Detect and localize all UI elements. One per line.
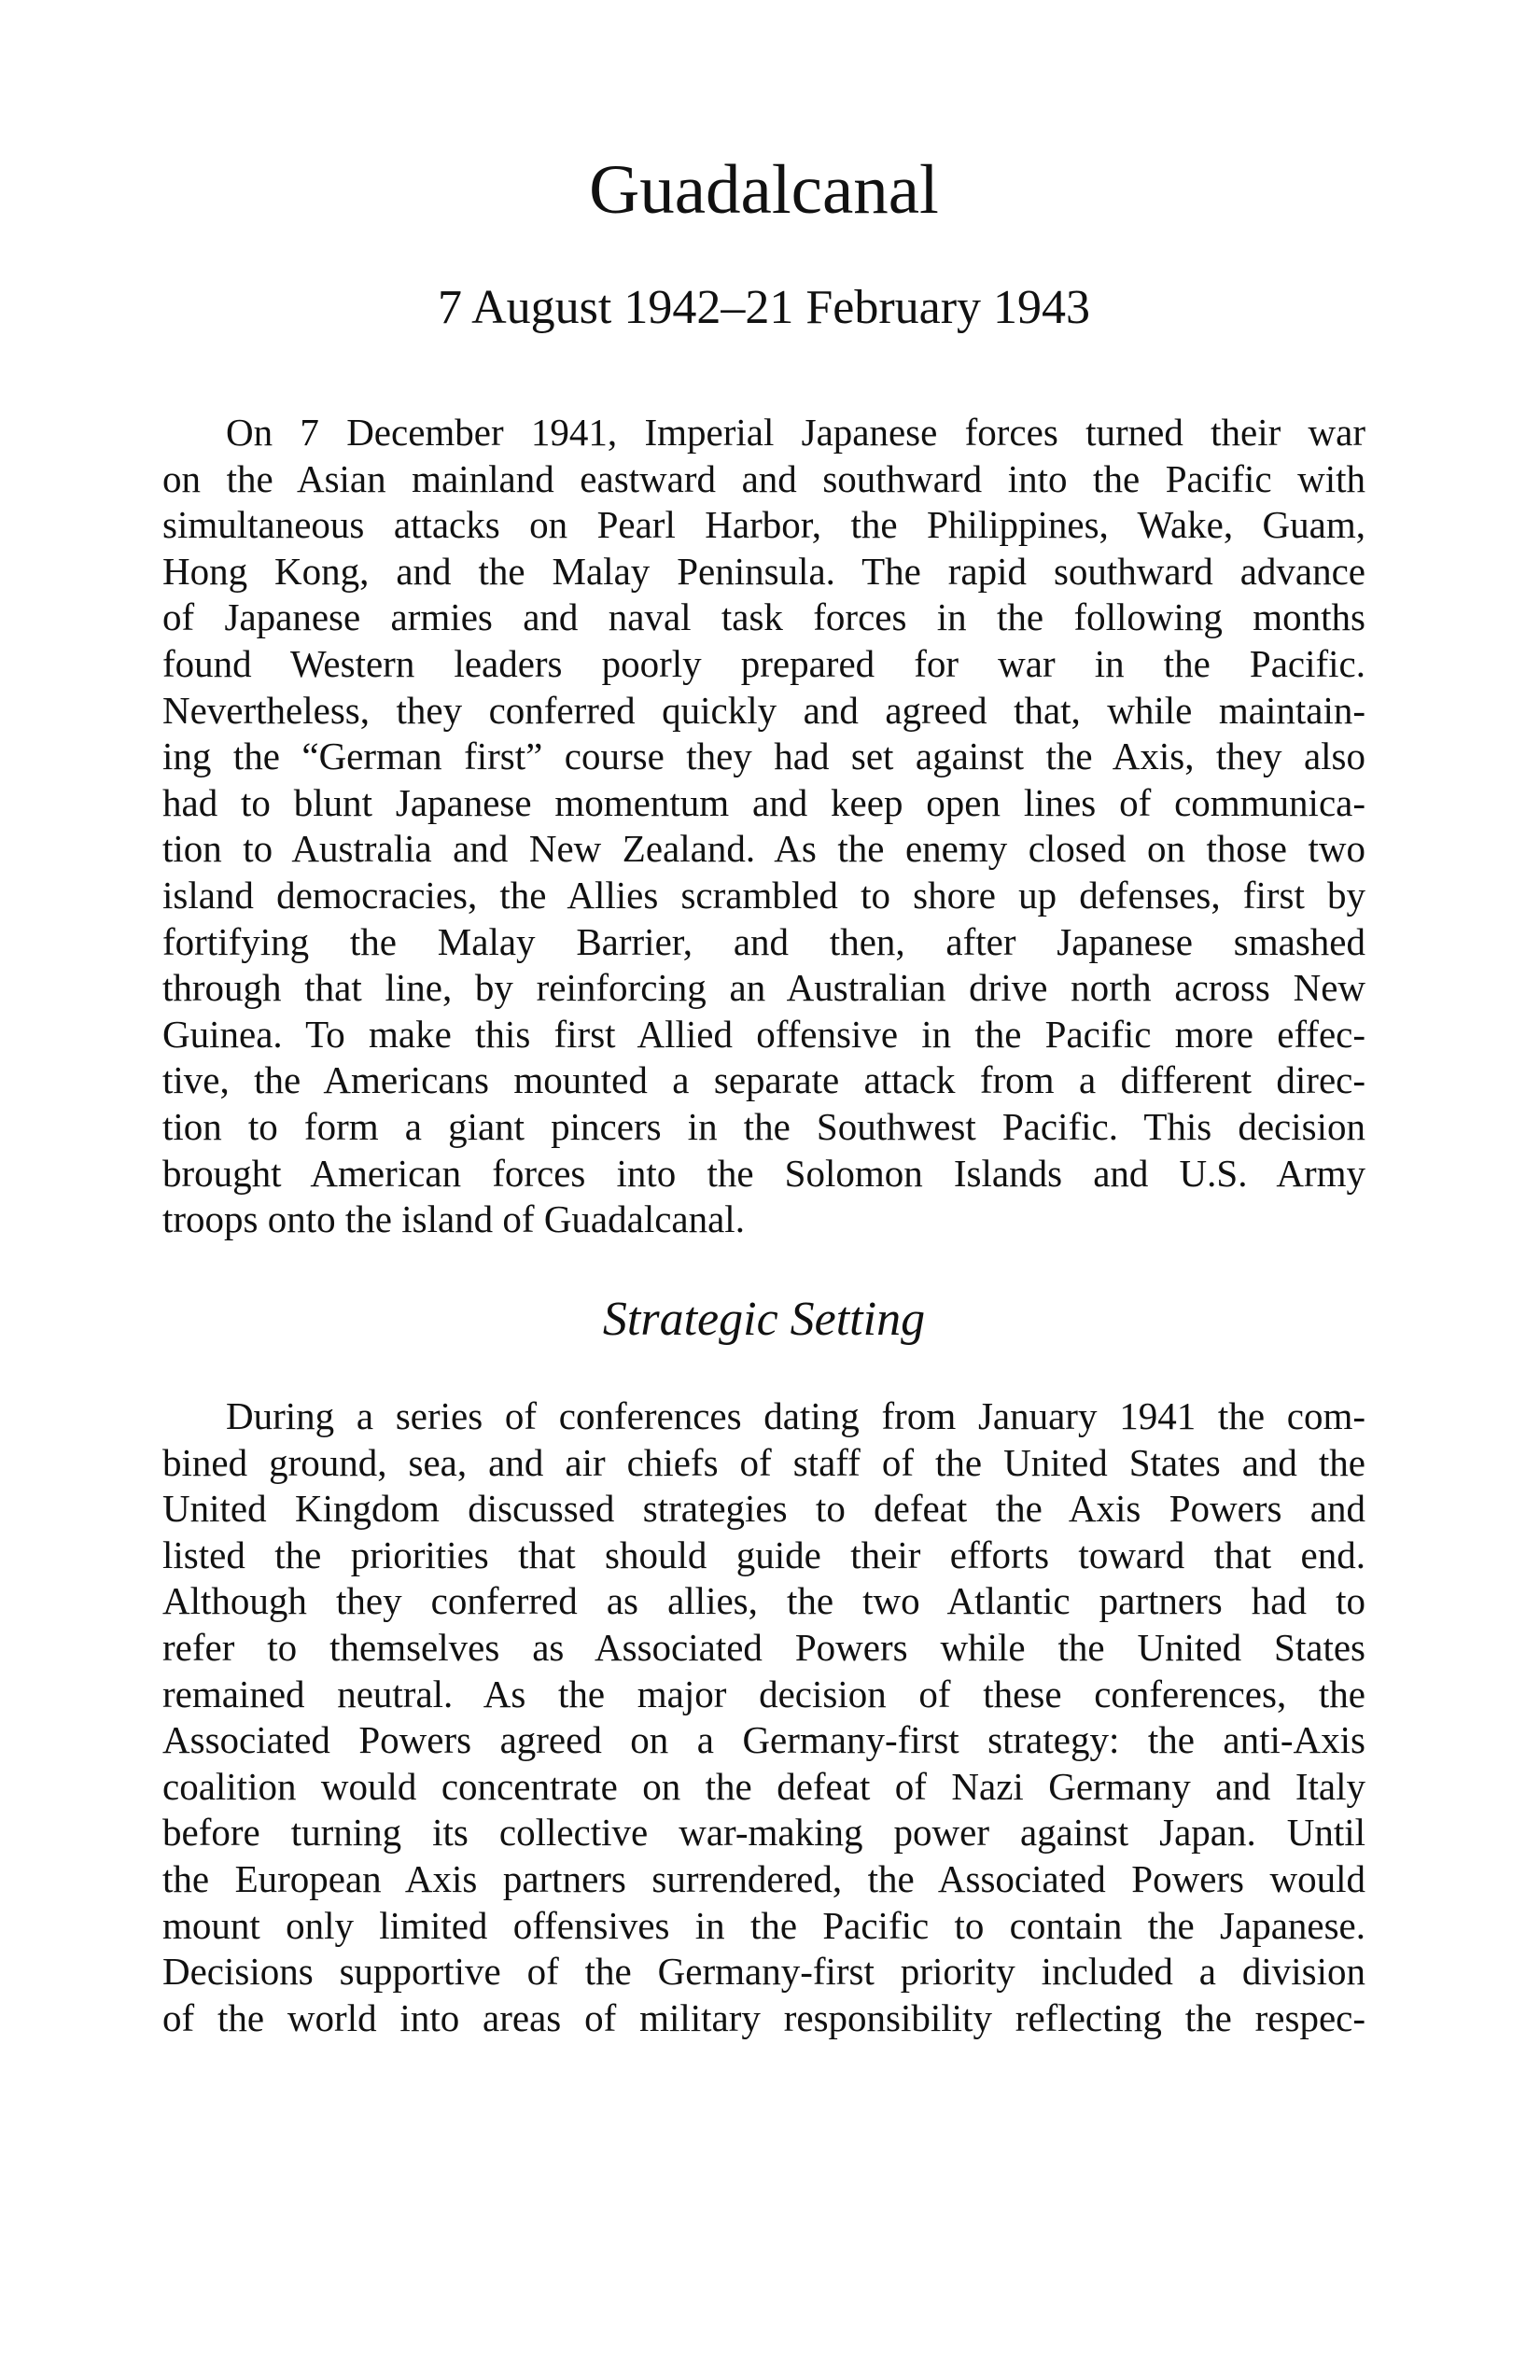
text-line: tion to Australia and New Zealand. As the enemy closed on those two <box>162 827 1365 871</box>
text-line: mount only limited offensives in the Pacific to contain the Japanese. <box>162 1903 1365 1947</box>
text-line: simultaneous attacks on Pearl Harbor, the Philippines, Wake, Guam, <box>162 503 1365 547</box>
text-line: had to blunt Japanese momentum and keep open lines of communica- <box>162 780 1365 824</box>
text-line: Nevertheless, they conferred quickly and agreed that, while maintain- <box>162 688 1365 732</box>
text-line: On 7 December 1941, Imperial Japanese forces turned their war <box>226 411 1365 454</box>
text-line: Associated Powers agreed on a Germany-first strategy: the anti-Axis <box>162 1718 1365 1762</box>
text-line: tive, the Americans mounted a separate attack from a different direc- <box>162 1058 1365 1102</box>
text-line: of the world into areas of military responsibility reflecting the respec- <box>162 1995 1365 2039</box>
text-line: of Japanese armies and naval task forces in the following months <box>162 595 1365 639</box>
text-line: brought American forces into the Solomon Islands and U.S. Army <box>162 1151 1365 1195</box>
text-line: United Kingdom discussed strategies to defeat the Axis Powers and <box>162 1487 1365 1531</box>
text-line: During a series of conferences dating from January 1941 the com- <box>226 1394 1365 1437</box>
text-line: through that line, by reinforcing an Australian drive north across New <box>162 966 1365 1010</box>
text-line: Although they conferred as allies, the two Atlantic partners had to <box>162 1579 1365 1623</box>
text-line: on the Asian mainland eastward and southward into the Pacific with <box>162 456 1365 500</box>
text-line: found Western leaders poorly prepared for war in the Pacific. <box>162 641 1365 685</box>
text-line: refer to themselves as Associated Powers while the United States <box>162 1625 1365 1669</box>
text-line: before turning its collective war-making power against Japan. Until <box>162 1811 1365 1855</box>
date-range-subtitle: 7 August 1942–21 February 1943 <box>437 281 1091 334</box>
text-line: ing the “German first” course they had set against the Axis, they also <box>162 735 1365 778</box>
text-line: island democracies, the Allies scrambled to shore up defenses, first by <box>162 873 1365 917</box>
text-line: bined ground, sea, and air chiefs of staff of the United States and the <box>162 1440 1365 1484</box>
text-line: the European Axis partners surrendered, the Associated Powers would <box>162 1856 1365 1900</box>
text-line: fortifying the Malay Barrier, and then, after Japanese smashed <box>162 919 1365 963</box>
text-line: troops onto the island of Guadalcanal. <box>162 1197 745 1241</box>
text-line: remained neutral. As the major decision of these conferences, the <box>162 1672 1365 1715</box>
strategic-setting-paragraph <box>162 1393 1365 2041</box>
section-heading: Strategic Setting <box>602 1293 926 1346</box>
text-line: coalition would concentrate on the defeat of Nazi Germany and Italy <box>162 1764 1365 1808</box>
intro-paragraph <box>162 410 1365 1243</box>
page-title: Guadalcanal <box>589 151 939 229</box>
text-line: Decisions supportive of the Germany-first priority included a division <box>162 1950 1365 1994</box>
text-line: tion to form a giant pincers in the Southwest Pacific. This decision <box>162 1104 1365 1148</box>
text-line: Guinea. To make this first Allied offensive in the Pacific more effec- <box>162 1012 1365 1056</box>
text-line: listed the priorities that should guide their efforts toward that end. <box>162 1533 1365 1576</box>
text-line: Hong Kong, and the Malay Peninsula. The rapid southward advance <box>162 549 1365 593</box>
